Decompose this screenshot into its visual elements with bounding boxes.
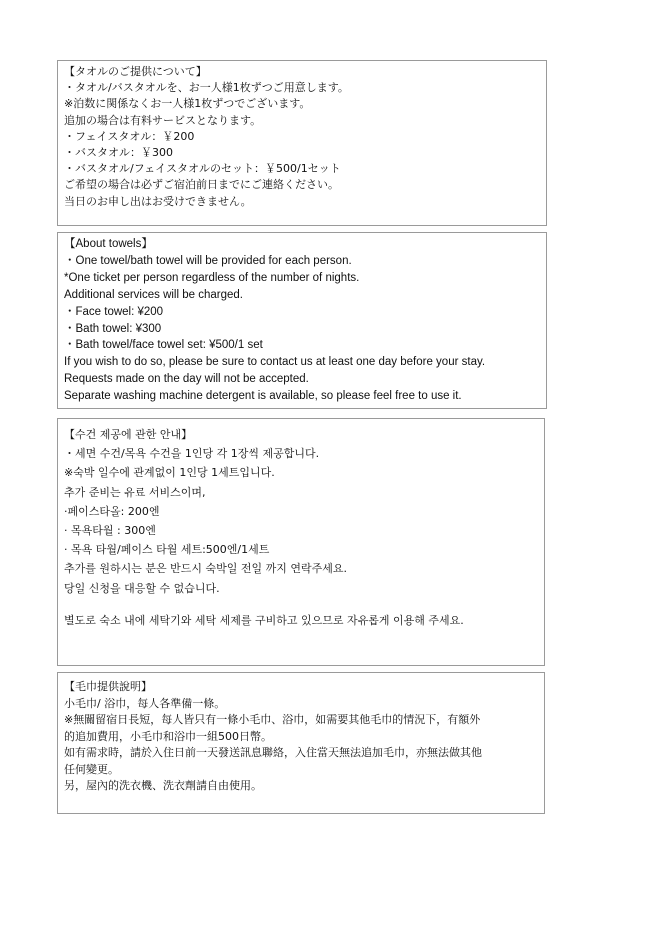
ja-line: 【タオルのご提供について】: [64, 65, 207, 78]
ko-line: 당일 신청을 대응할 수 없습니다.: [64, 581, 220, 595]
zh-line: ※無關留宿日長短，每人皆只有一條小毛巾、浴巾，如需要其他毛巾的情況下，有額外: [64, 713, 481, 726]
korean-towel-notice: [57, 418, 545, 666]
zh-line: 【毛巾提供說明】: [64, 680, 152, 693]
ko-line: 추가 준비는 유료 서비스이며,: [64, 485, 206, 499]
en-line: Separate washing machine detergent is available, so please feel free to use it.: [64, 390, 462, 403]
en-line: 【About towels】: [64, 238, 153, 250]
zh-line: 另，屋內的洗衣機、洗衣劑請自由使用。: [64, 779, 262, 792]
en-line: Additional services will be charged.: [64, 288, 243, 301]
ja-line: 当日のお申し出はお受けできません。: [64, 194, 252, 208]
en-line: ・Bath towel: ¥300: [64, 322, 162, 335]
ko-line: ·페이스타올: 200엔: [64, 504, 160, 518]
ja-line: ・バスタオル：￥300: [64, 146, 173, 160]
ja-line: ご希望の場合は必ずご宿泊前日までにご連絡ください。: [64, 178, 339, 192]
ko-line: 별도로 숙소 내에 세탁기와 세탁 세제를 구비하고 있으므로 자유롭게 이용해 주세요.: [64, 613, 464, 627]
zh-line: 小毛巾/ 浴巾，每人各準備一條。: [64, 696, 226, 710]
japanese-towel-notice: [57, 60, 547, 226]
en-line: ・One towel/bath towel will be provided for each person.: [64, 254, 352, 267]
en-line: ・Bath towel/face towel set: ¥500/1 set: [64, 339, 263, 352]
en-line: ・Face towel: ¥200: [64, 305, 164, 318]
ja-line: ※泊数に関係なくお一人様1枚ずつでございます。: [64, 97, 311, 111]
ko-line: · 목욕타월 : 300엔: [64, 524, 156, 538]
en-line: Requests made on the day will not be accepted.: [64, 373, 309, 386]
english-towel-notice: [57, 232, 547, 409]
en-line: *One ticket per person regardless of the number of nights.: [64, 271, 360, 284]
ko-line: 【수건 제공에 관한 안내】: [64, 428, 193, 441]
ja-line: ・バスタオル/フェイスタオルのセット：￥500/1セット: [64, 162, 341, 176]
chinese-towel-notice: [57, 672, 545, 814]
ko-line: · 목욕 타월/페이스 타월 세트:500엔/1세트: [64, 543, 270, 557]
zh-line: 的追加費用，小毛巾和浴巾一組500日幣。: [64, 729, 272, 743]
en-line: If you wish to do so, please be sure to contact us at least one day before your stay.: [64, 356, 486, 369]
ko-line: 추가를 원하시는 분은 반드시 숙박일 전일 까지 연락주세요.: [64, 562, 347, 576]
ja-line: ・フェイスタオル：￥200: [64, 129, 195, 143]
ko-blank-line: [64, 598, 538, 611]
ko-line: ※숙박 일수에 관계없이 1인당 1세트입니다.: [64, 466, 275, 480]
zh-line: 任何變更。: [64, 762, 119, 776]
ko-line: ・세면 수건/목욕 수건을 1인당 각 1장씩 제공합니다.: [64, 447, 320, 461]
ja-line: 追加の場合は有料サービスとなります。: [64, 113, 262, 127]
zh-line: 如有需求時，請於入住日前一天發送訊息聯絡，入住當天無法追加毛巾，亦無法做其他: [64, 746, 482, 759]
ja-line: ・タオル/バスタオルを、お一人様1枚ずつご用意します。: [64, 81, 349, 95]
